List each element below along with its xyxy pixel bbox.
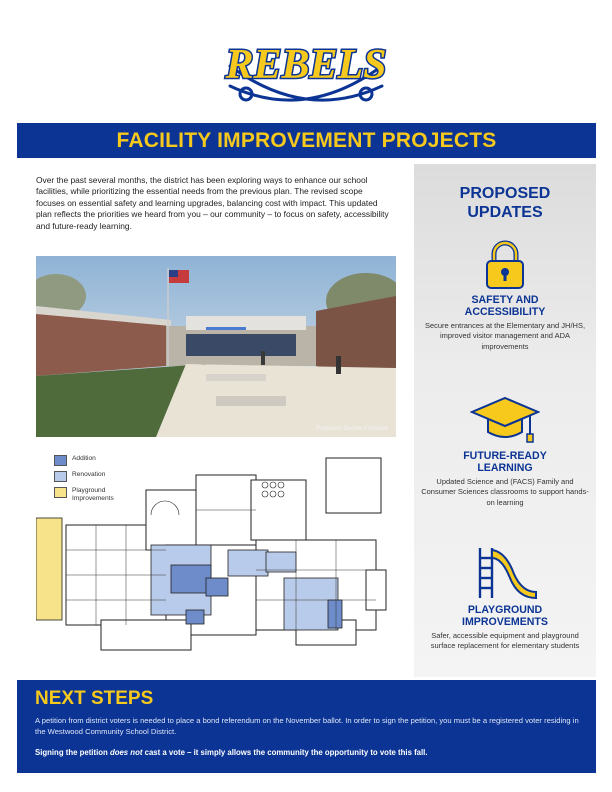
petition-note-text: Signing the petition	[35, 747, 110, 757]
playground-swatch	[54, 487, 67, 498]
sidebar-heading-line: PROPOSED	[459, 185, 551, 202]
sidebar-heading	[414, 184, 596, 222]
legend-item-addition	[54, 455, 164, 466]
petition-note	[35, 748, 578, 757]
rebels-logo	[222, 26, 390, 112]
feature-learning	[414, 396, 596, 508]
legend-item-playground	[54, 487, 164, 502]
addition-swatch	[54, 455, 67, 466]
feature-playground	[414, 544, 596, 652]
feature-title-line: IMPROVEMENTS	[462, 616, 548, 628]
title-bar	[17, 123, 596, 158]
next-steps-section	[17, 680, 596, 773]
feature-title-line: ACCESSIBILITY	[464, 306, 546, 318]
feature-title	[414, 294, 596, 318]
feature-title-line: SAFETY AND	[471, 294, 539, 306]
graduation-cap-icon	[470, 396, 540, 446]
petition-note-text: cast a vote – it simply allows the community the opportunity to vote this fall.	[142, 747, 428, 757]
feature-title	[414, 450, 596, 474]
legend-label: Renovation	[72, 471, 106, 478]
slide-icon	[470, 544, 540, 600]
feature-description: Safer, accessible equipment and playground surface replacement for elementary students	[430, 631, 580, 651]
proposed-updates-sidebar	[414, 164, 596, 677]
feature-description: Updated Science and (FACS) Family and Consumer Sciences classrooms to support hands-on learning	[421, 477, 589, 507]
petition-note-emphasis: does not	[109, 747, 143, 757]
floor-plan-legend	[54, 455, 164, 507]
feature-title-line: LEARNING	[477, 462, 533, 474]
intro-paragraph: Over the past several months, the district has been exploring ways to enhance our school facilities, while prioritizing the essential needs from the previous plan. The revised scope focuses on essential safety and learning upgrades, balancing cost with impact. This updated plan reflects the priorities we heard from you – our community – to focus on safety, accessibility and future-ready learning.	[36, 175, 389, 231]
next-steps-heading: NEXT STEPS	[35, 688, 154, 709]
legend-item-renovation	[54, 471, 164, 482]
legend-label: Addition	[72, 455, 96, 462]
sidebar-heading-line: UPDATES	[467, 204, 543, 221]
feature-title-line: FUTURE-READY	[463, 450, 547, 462]
feature-description: Secure entrances at the Elementary and JH/HS, improved visitor management and ADA improvements	[424, 321, 586, 351]
secure-entrance-rendering	[36, 256, 396, 437]
next-steps-paragraph: A petition from district voters is needed to place a bond referendum on the November ballot. In order to sign the petition, you must be a registered voter residing in the Westwood Community School District.	[35, 716, 579, 736]
feature-title	[414, 604, 596, 628]
legend-label: Playground Improvements	[72, 487, 114, 502]
feature-title-line: PLAYGROUND	[467, 604, 543, 616]
photo-caption: Proposed Secure Entrance	[315, 426, 388, 432]
page-title: FACILITY IMPROVEMENT PROJECTS	[116, 128, 497, 152]
feature-safety	[414, 240, 596, 352]
renovation-swatch	[54, 471, 67, 482]
padlock-icon	[483, 240, 527, 290]
logo-text: REBELS	[225, 42, 387, 88]
